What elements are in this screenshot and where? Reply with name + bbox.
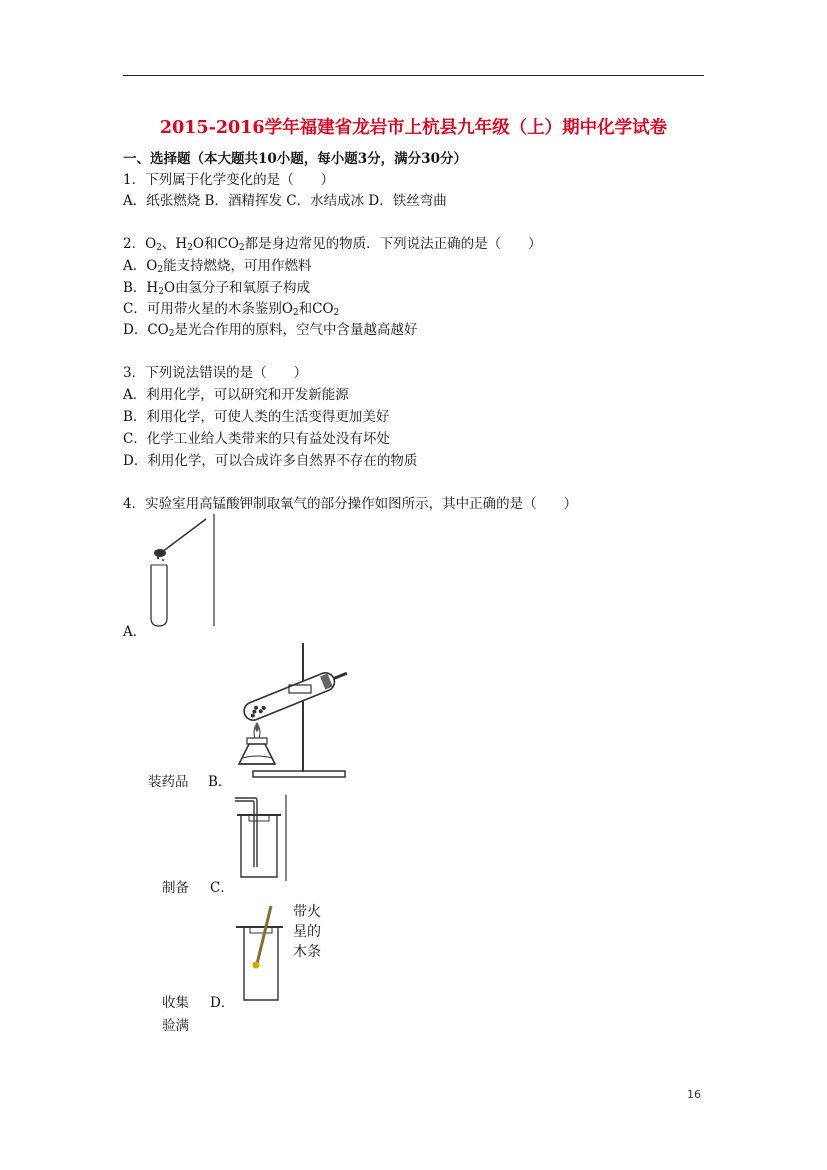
section-heading: 一、选择题（本大题共10小题，每小题3分，满分30分） [123,151,467,167]
q1-stem: 1．下列属于化学变化的是（ ） [123,172,335,188]
q2-option-b: B．$H_2O$由氢分子和氧原子构成 [123,280,311,297]
splint-label-line-1: 带火 [293,904,321,920]
q4-label-a: A． [123,624,147,640]
splint-label-line-2: 星的 [293,924,321,940]
splint-label-line-3: 木条 [293,944,321,960]
header-rule [123,75,704,76]
q4-label-d: D． [210,995,235,1011]
q3-option-c: C．化学工业给人类带来的只有益处没有坏处 [123,431,390,447]
q1-options: A．纸张燃烧 B．酒精挥发 C．水结成冰 D．铁丝弯曲 [123,193,447,209]
exam-title: 2015-2016学年福建省龙岩市上杭县九年级（上）期中化学试卷 [159,118,668,138]
q3-option-b: B．利用化学，可使人类的生活变得更加美好 [123,409,390,425]
figure-a-test-tube [148,514,218,628]
figure-c-gas-bottle [233,795,291,883]
q4-caption-d2: 验满 [162,1018,189,1034]
page-number: 16 [687,1088,701,1101]
q4-caption-c: 制备 [162,880,189,896]
figure-d-splint-label [293,902,321,962]
figure-b-heating-apparatus [233,640,353,780]
q4-caption-d1: 收集 [162,995,189,1011]
q3-option-a: A．利用化学，可以研究和开发新能源 [123,387,349,403]
q4-label-b: B． [208,774,232,790]
q3-stem: 3．下列说法错误的是（ ） [123,365,308,381]
q2-option-d: D．$CO_2$是光合作用的原料，空气中含量越高越好 [123,322,418,339]
q2-stem: 2．$O_2$、$H_2O$和$CO_2$都是身边常见的物质．下列说法正确的是（ ） [123,236,542,253]
q4-stem: 4．实验室用高锰酸钾制取氧气的部分操作如图所示，其中正确的是（ ） [123,496,578,512]
figure-d-splint-test [233,902,293,1004]
q4-label-c: C． [210,880,234,896]
q3-option-d: D．利用化学，可以合成许多自然界不存在的物质 [123,453,418,469]
q4-caption-b: 装药品 [148,774,189,790]
q2-option-a: A．$O_2$能支持燃烧，可用作燃料 [123,258,312,275]
q2-option-c: C．可用带火星的木条鉴别$O_2$和$CO_2$ [123,301,340,318]
